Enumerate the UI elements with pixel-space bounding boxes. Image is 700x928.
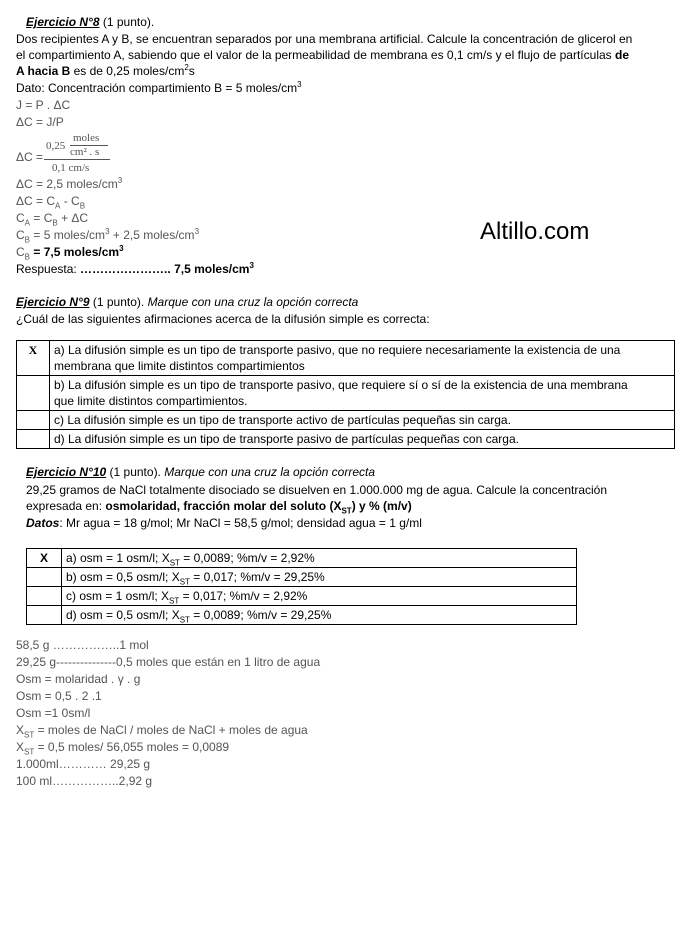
ex9-option-row [17, 430, 675, 449]
ex9-option-mark[interactable]: X [17, 341, 50, 376]
ex10-statement-2-sub: ST [341, 506, 352, 516]
ex8-step-7 [16, 228, 199, 243]
ex8-step-8-sup: 3 [119, 244, 124, 253]
ex9-option-text[interactable]: c) La difusión simple es un tipo de transporte activo de partículas pequeñas sin carga. [50, 411, 675, 430]
ex8-points: (1 punto). [102, 15, 155, 29]
ex8-step-6-end: + ΔC [61, 211, 89, 225]
ex8-step-5-sub-b: B [79, 201, 86, 211]
ex8-step-5-sub-a: A [55, 201, 61, 211]
ex8-step-4-sup: 3 [117, 176, 123, 185]
ex10-option-row [27, 568, 577, 587]
ex8-step-4 [16, 177, 122, 192]
ex10-work-5: Osm =1 0sm/l [16, 706, 91, 720]
ex8-dato-sup: 3 [297, 80, 302, 89]
ex10-option-sub: ST [169, 558, 180, 568]
ex10-option-row [27, 587, 577, 606]
ex10-option-b: = 0,0089; %m/v = 2,92% [183, 551, 315, 565]
ex10-option-b: = 0,0089; %m/v = 29,25% [193, 608, 332, 622]
ex10-work-7-sub: ST [24, 747, 35, 757]
ex10-option-mark[interactable] [27, 587, 62, 606]
ex10-datos-text: : Mr agua = 18 g/mol; Mr NaCl = 58,5 g/mol; densidad agua = 1 g/ml [59, 516, 422, 530]
ex9-option-mark[interactable] [17, 376, 50, 411]
ex10-instruction: Marque con una cruz la opción correcta [164, 465, 376, 479]
ex10-option-sub: ST [179, 615, 190, 625]
ex9-title: Ejercicio N°9 [16, 295, 90, 309]
ex9-option-row [17, 376, 675, 411]
ex10-work-9: 100 ml……………..2,92 g [16, 774, 153, 788]
ex9-option-text[interactable] [50, 376, 675, 411]
ex10-work-6 [16, 723, 308, 738]
ex9-option-line-1: a) La difusión simple es un tipo de transporte pasivo, que no requiere necesariamente la existencia de una [54, 343, 621, 357]
ex8-step-5-mid: - C [63, 194, 80, 208]
ex10-work-1: 58,5 g ……………..1 mol [16, 638, 149, 652]
ex10-work-4: Osm = 0,5 . 2 .1 [16, 689, 102, 703]
ex10-work-8: 1.000ml………… 29,25 g [16, 757, 151, 771]
ex8-step-7-sub: B [24, 235, 31, 245]
ex10-option-text[interactable] [62, 568, 577, 587]
ex8-answer-sup: 3 [249, 261, 254, 270]
ex10-statement-2b: osmolaridad, fracción molar del soluto (X [105, 499, 342, 513]
ex10-work-6-a: X [16, 723, 25, 737]
ex8-step-3-bar [44, 159, 110, 160]
ex10-datos [26, 516, 422, 531]
ex8-step-7-b: = 5 moles/cm [33, 228, 106, 242]
ex8-step-8-a: C [16, 245, 25, 259]
ex8-step-7-c: + 2,5 moles/cm [112, 228, 195, 242]
ex8-step-6-sub-a: A [24, 218, 31, 228]
ex10-option-a: c) osm = 1 osm/l; X [66, 589, 170, 603]
ex10-option-a: a) osm = 1 osm/l; X [66, 551, 170, 565]
ex10-option-text[interactable] [62, 587, 577, 606]
ex8-answer [16, 262, 254, 277]
ex8-statement-2-de: de [615, 48, 630, 62]
ex10-work-2: 29,25 g---------------0,5 moles que están en 1 litro de agua [16, 655, 321, 669]
ex8-heading [26, 15, 154, 30]
ex9-instruction: Marque con una cruz la opción correcta [147, 295, 359, 309]
ex8-direction: A hacia B [16, 64, 71, 78]
ex8-dato-text: Dato: Concentración compartimiento B = 5 moles/cm [16, 81, 298, 95]
ex9-question: ¿Cuál de las siguientes afirmaciones acerca de la difusión simple es correcta: [16, 312, 430, 326]
ex8-step-6-mid: = C [33, 211, 53, 225]
ex10-option-a: b) osm = 0,5 osm/l; X [66, 570, 180, 584]
ex10-option-sub: ST [179, 577, 190, 587]
ex8-answer-label: Respuesta: [16, 262, 77, 276]
ex8-step-8 [16, 245, 124, 260]
ex9-points: (1 punto). [92, 295, 145, 309]
watermark: Altillo.com [480, 218, 590, 245]
ex8-step-3-prefix: ΔC = [16, 150, 44, 164]
ex10-work-6-b: = moles de NaCl / moles de NaCl + moles de agua [37, 723, 308, 737]
ex8-step-3-den: 0,1 cm/s [52, 162, 90, 174]
ex8-step-7-sup-2: 3 [194, 227, 200, 236]
ex10-statement-2 [26, 499, 412, 514]
ex8-step-4-text: ΔC = 2,5 moles/cm [16, 177, 118, 191]
ex9-heading [16, 295, 358, 310]
ex8-dato [16, 81, 302, 96]
ex8-step-7-sup-1: 3 [105, 227, 110, 236]
ex10-options-table [26, 548, 577, 625]
ex8-step-7-a: C [16, 228, 25, 242]
ex10-option-b: = 0,017; %m/v = 2,92% [182, 589, 308, 603]
ex10-work-7-b: = 0,5 moles/ 56,055 moles = 0,0089 [37, 740, 230, 754]
ex10-heading [26, 465, 375, 480]
ex10-option-sub: ST [169, 596, 180, 606]
ex10-option-mark[interactable] [27, 568, 62, 587]
ex8-step-1: J = P . ΔC [16, 98, 71, 112]
ex8-title: Ejercicio N°8 [26, 15, 100, 29]
ex9-option-line-2: membrana que limite distintos compartimientos [54, 359, 305, 373]
ex10-option-text[interactable] [62, 606, 577, 625]
ex9-option-line-1: b) La difusión simple es un tipo de transporte pasivo, que requiere sí o sí de la existencia de una membrana [54, 378, 628, 392]
ex10-option-b: = 0,017; %m/v = 29,25% [193, 570, 325, 584]
ex10-option-mark[interactable]: X [27, 549, 62, 568]
ex8-step-5-a: ΔC = C [16, 194, 56, 208]
ex8-statement-1: Dos recipientes A y B, se encuentran separados por una membrana artificial. Calcule la concentración de glicerol en [16, 32, 633, 46]
ex10-work-7 [16, 740, 229, 755]
ex10-work-7-a: X [16, 740, 25, 754]
ex8-step-3-num: 0,25 [46, 140, 66, 152]
ex10-option-mark[interactable] [27, 606, 62, 625]
ex8-statement-2-text: el compartimiento A, sabiendo que el valor de la permeabilidad de membrana es 0,1 cm/s y el flujo de partículas [16, 48, 612, 62]
ex10-option-a: d) osm = 0,5 osm/l; X [66, 608, 180, 622]
ex8-flux-s: s [188, 64, 195, 78]
ex9-option-row [17, 411, 675, 430]
ex10-work-6-sub: ST [24, 730, 35, 740]
ex8-statement-3 [16, 64, 195, 79]
ex9-option-mark[interactable] [17, 430, 50, 449]
ex8-answer-value: 7,5 moles/cm [174, 262, 250, 276]
ex8-answer-dots: ………………….. [80, 262, 171, 276]
ex10-title: Ejercicio N°10 [26, 465, 107, 479]
ex9-option-text[interactable]: d) La difusión simple es un tipo de transporte pasivo de partículas pequeñas con carga. [50, 430, 675, 449]
ex8-step-8-b: = 7,5 moles/cm [33, 245, 120, 259]
ex8-step-6 [16, 211, 88, 226]
ex8-flux: es de 0,25 moles/cm [73, 64, 185, 78]
ex8-step-6-sub-b: B [52, 218, 58, 228]
ex10-statement-1: 29,25 gramos de NaCl totalmente disociado se disuelven en 1.000.000 mg de agua. Calcule la concentración [26, 483, 608, 497]
ex9-option-mark[interactable] [17, 411, 50, 430]
ex8-step-3-units-num: moles [73, 132, 100, 144]
ex10-statement-2c: ) y % (m/v) [351, 499, 412, 513]
ex8-flux-sup: 2 [184, 63, 189, 72]
ex8-step-8-sub: B [24, 252, 31, 262]
ex10-work-3: Osm = molaridad . γ . g [16, 672, 141, 686]
ex8-statement-2 [16, 48, 629, 63]
ex8-step-2: ΔC = J/P [16, 115, 64, 129]
ex9-option-line-2: que limite distintos compartimientos. [54, 394, 248, 408]
ex8-step-3-units-den: cm² . s [70, 146, 100, 158]
ex10-datos-label: Datos [26, 516, 60, 530]
ex10-statement-2a: expresada en: [26, 499, 103, 513]
ex10-option-row [27, 606, 577, 625]
ex10-points: (1 punto). [109, 465, 161, 479]
ex10-option-text[interactable] [62, 549, 577, 568]
ex8-step-5 [16, 194, 85, 209]
ex9-options-table [16, 340, 675, 449]
ex8-step-6-a: C [16, 211, 25, 225]
ex9-option-row [17, 341, 675, 376]
ex9-option-text[interactable] [50, 341, 675, 376]
ex10-option-row [27, 549, 577, 568]
